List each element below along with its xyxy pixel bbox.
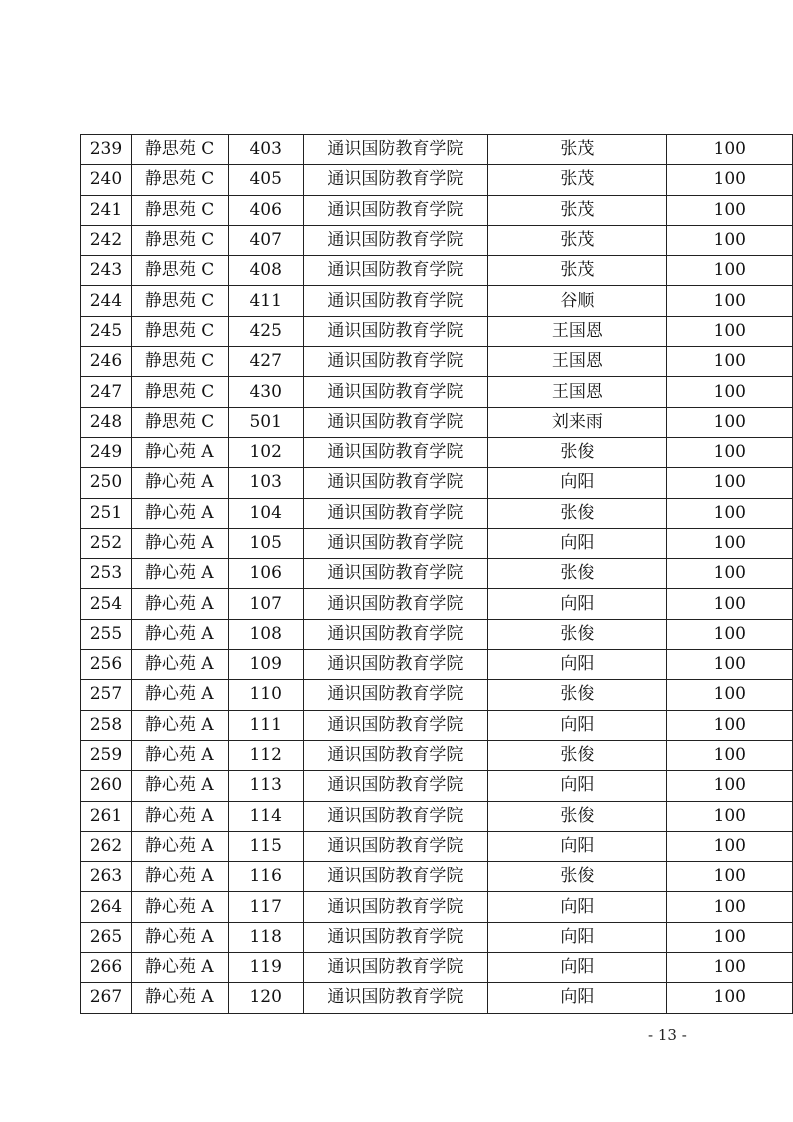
score-cell: 100	[667, 862, 793, 892]
room-number-cell: 411	[228, 286, 303, 316]
score-cell: 100	[667, 831, 793, 861]
row-number-cell: 264	[81, 892, 132, 922]
score-cell: 100	[667, 498, 793, 528]
college-cell: 通识国防教育学院	[303, 316, 488, 346]
table-row	[81, 316, 793, 346]
table-row	[81, 135, 793, 165]
college-cell: 通识国防教育学院	[303, 953, 488, 983]
college-cell: 通识国防教育学院	[303, 377, 488, 407]
page-number: - 13 -	[648, 1026, 687, 1044]
contact-person-cell: 张茂	[488, 225, 667, 255]
table-row	[81, 256, 793, 286]
contact-person-cell: 张俊	[488, 619, 667, 649]
room-number-cell: 110	[228, 680, 303, 710]
table-row	[81, 680, 793, 710]
contact-person-cell: 张茂	[488, 135, 667, 165]
contact-person-cell: 向阳	[488, 468, 667, 498]
row-number-cell: 245	[81, 316, 132, 346]
score-cell: 100	[667, 195, 793, 225]
contact-person-cell: 张俊	[488, 862, 667, 892]
row-number-cell: 267	[81, 983, 132, 1013]
room-number-cell: 105	[228, 528, 303, 558]
college-cell: 通识国防教育学院	[303, 195, 488, 225]
table-row	[81, 498, 793, 528]
score-cell: 100	[667, 286, 793, 316]
row-number-cell: 254	[81, 589, 132, 619]
room-number-cell: 106	[228, 559, 303, 589]
college-cell: 通识国防教育学院	[303, 256, 488, 286]
room-number-cell: 115	[228, 831, 303, 861]
building-cell: 静思苑 C	[131, 195, 228, 225]
table-row	[81, 347, 793, 377]
building-cell: 静思苑 C	[131, 286, 228, 316]
table-row	[81, 892, 793, 922]
college-cell: 通识国防教育学院	[303, 407, 488, 437]
room-number-cell: 111	[228, 710, 303, 740]
building-cell: 静思苑 C	[131, 165, 228, 195]
building-cell: 静心苑 A	[131, 589, 228, 619]
score-cell: 100	[667, 256, 793, 286]
college-cell: 通识国防教育学院	[303, 740, 488, 770]
college-cell: 通识国防教育学院	[303, 437, 488, 467]
score-cell: 100	[667, 953, 793, 983]
building-cell: 静心苑 A	[131, 953, 228, 983]
table-row	[81, 619, 793, 649]
table-row	[81, 559, 793, 589]
room-number-cell: 104	[228, 498, 303, 528]
row-number-cell: 253	[81, 559, 132, 589]
contact-person-cell: 向阳	[488, 983, 667, 1013]
table-row	[81, 983, 793, 1013]
room-number-cell: 405	[228, 165, 303, 195]
room-number-cell: 120	[228, 983, 303, 1013]
building-cell: 静心苑 A	[131, 680, 228, 710]
room-number-cell: 109	[228, 650, 303, 680]
row-number-cell: 266	[81, 953, 132, 983]
table-row	[81, 589, 793, 619]
score-cell: 100	[667, 528, 793, 558]
row-number-cell: 260	[81, 771, 132, 801]
score-cell: 100	[667, 740, 793, 770]
college-cell: 通识国防教育学院	[303, 468, 488, 498]
building-cell: 静思苑 C	[131, 316, 228, 346]
table-row	[81, 862, 793, 892]
row-number-cell: 243	[81, 256, 132, 286]
score-cell: 100	[667, 437, 793, 467]
row-number-cell: 248	[81, 407, 132, 437]
room-number-cell: 107	[228, 589, 303, 619]
table-row	[81, 377, 793, 407]
table-row	[81, 225, 793, 255]
room-number-cell: 113	[228, 771, 303, 801]
building-cell: 静心苑 A	[131, 619, 228, 649]
dormitory-score-table	[80, 134, 793, 1014]
room-number-cell: 407	[228, 225, 303, 255]
row-number-cell: 259	[81, 740, 132, 770]
college-cell: 通识国防教育学院	[303, 589, 488, 619]
building-cell: 静思苑 C	[131, 347, 228, 377]
score-cell: 100	[667, 771, 793, 801]
score-cell: 100	[667, 559, 793, 589]
college-cell: 通识国防教育学院	[303, 862, 488, 892]
building-cell: 静心苑 A	[131, 498, 228, 528]
row-number-cell: 263	[81, 862, 132, 892]
room-number-cell: 114	[228, 801, 303, 831]
building-cell: 静心苑 A	[131, 922, 228, 952]
room-number-cell: 425	[228, 316, 303, 346]
building-cell: 静思苑 C	[131, 407, 228, 437]
room-number-cell: 117	[228, 892, 303, 922]
table-row	[81, 831, 793, 861]
table-row	[81, 740, 793, 770]
college-cell: 通识国防教育学院	[303, 801, 488, 831]
row-number-cell: 262	[81, 831, 132, 861]
score-cell: 100	[667, 892, 793, 922]
building-cell: 静思苑 C	[131, 256, 228, 286]
college-cell: 通识国防教育学院	[303, 771, 488, 801]
contact-person-cell: 向阳	[488, 650, 667, 680]
row-number-cell: 258	[81, 710, 132, 740]
room-number-cell: 427	[228, 347, 303, 377]
college-cell: 通识国防教育学院	[303, 135, 488, 165]
contact-person-cell: 向阳	[488, 771, 667, 801]
contact-person-cell: 张俊	[488, 801, 667, 831]
room-number-cell: 108	[228, 619, 303, 649]
building-cell: 静心苑 A	[131, 862, 228, 892]
room-number-cell: 501	[228, 407, 303, 437]
contact-person-cell: 向阳	[488, 831, 667, 861]
building-cell: 静心苑 A	[131, 710, 228, 740]
table-row	[81, 528, 793, 558]
contact-person-cell: 王国恩	[488, 316, 667, 346]
row-number-cell: 246	[81, 347, 132, 377]
row-number-cell: 242	[81, 225, 132, 255]
score-cell: 100	[667, 407, 793, 437]
score-cell: 100	[667, 316, 793, 346]
building-cell: 静心苑 A	[131, 559, 228, 589]
building-cell: 静心苑 A	[131, 831, 228, 861]
building-cell: 静心苑 A	[131, 740, 228, 770]
row-number-cell: 252	[81, 528, 132, 558]
score-cell: 100	[667, 165, 793, 195]
building-cell: 静心苑 A	[131, 892, 228, 922]
college-cell: 通识国防教育学院	[303, 225, 488, 255]
row-number-cell: 249	[81, 437, 132, 467]
row-number-cell: 255	[81, 619, 132, 649]
college-cell: 通识国防教育学院	[303, 650, 488, 680]
room-number-cell: 118	[228, 922, 303, 952]
row-number-cell: 265	[81, 922, 132, 952]
room-number-cell: 116	[228, 862, 303, 892]
room-number-cell: 112	[228, 740, 303, 770]
contact-person-cell: 向阳	[488, 589, 667, 619]
score-cell: 100	[667, 225, 793, 255]
score-cell: 100	[667, 377, 793, 407]
contact-person-cell: 王国恩	[488, 377, 667, 407]
table-row	[81, 437, 793, 467]
contact-person-cell: 张茂	[488, 256, 667, 286]
row-number-cell: 247	[81, 377, 132, 407]
building-cell: 静心苑 A	[131, 528, 228, 558]
college-cell: 通识国防教育学院	[303, 983, 488, 1013]
score-cell: 100	[667, 135, 793, 165]
row-number-cell: 244	[81, 286, 132, 316]
table-row	[81, 710, 793, 740]
room-number-cell: 102	[228, 437, 303, 467]
table-row	[81, 953, 793, 983]
contact-person-cell: 向阳	[488, 528, 667, 558]
row-number-cell: 256	[81, 650, 132, 680]
contact-person-cell: 向阳	[488, 710, 667, 740]
row-number-cell: 241	[81, 195, 132, 225]
table-row	[81, 650, 793, 680]
contact-person-cell: 张俊	[488, 559, 667, 589]
score-cell: 100	[667, 589, 793, 619]
college-cell: 通识国防教育学院	[303, 710, 488, 740]
contact-person-cell: 张俊	[488, 498, 667, 528]
college-cell: 通识国防教育学院	[303, 528, 488, 558]
row-number-cell: 250	[81, 468, 132, 498]
contact-person-cell: 张俊	[488, 680, 667, 710]
college-cell: 通识国防教育学院	[303, 831, 488, 861]
score-cell: 100	[667, 468, 793, 498]
room-number-cell: 430	[228, 377, 303, 407]
score-cell: 100	[667, 922, 793, 952]
contact-person-cell: 向阳	[488, 922, 667, 952]
row-number-cell: 257	[81, 680, 132, 710]
score-cell: 100	[667, 710, 793, 740]
room-number-cell: 119	[228, 953, 303, 983]
score-cell: 100	[667, 680, 793, 710]
score-cell: 100	[667, 347, 793, 377]
row-number-cell: 251	[81, 498, 132, 528]
row-number-cell: 239	[81, 135, 132, 165]
building-cell: 静心苑 A	[131, 468, 228, 498]
building-cell: 静思苑 C	[131, 377, 228, 407]
table-row	[81, 771, 793, 801]
contact-person-cell: 张茂	[488, 195, 667, 225]
contact-person-cell: 谷顺	[488, 286, 667, 316]
college-cell: 通识国防教育学院	[303, 559, 488, 589]
table-row	[81, 407, 793, 437]
table-body	[81, 135, 793, 1014]
college-cell: 通识国防教育学院	[303, 619, 488, 649]
college-cell: 通识国防教育学院	[303, 165, 488, 195]
college-cell: 通识国防教育学院	[303, 347, 488, 377]
row-number-cell: 261	[81, 801, 132, 831]
college-cell: 通识国防教育学院	[303, 892, 488, 922]
contact-person-cell: 向阳	[488, 892, 667, 922]
table-row	[81, 801, 793, 831]
building-cell: 静思苑 C	[131, 225, 228, 255]
score-cell: 100	[667, 983, 793, 1013]
score-cell: 100	[667, 619, 793, 649]
row-number-cell: 240	[81, 165, 132, 195]
building-cell: 静心苑 A	[131, 771, 228, 801]
contact-person-cell: 张俊	[488, 437, 667, 467]
college-cell: 通识国防教育学院	[303, 922, 488, 952]
table-row	[81, 165, 793, 195]
room-number-cell: 403	[228, 135, 303, 165]
college-cell: 通识国防教育学院	[303, 498, 488, 528]
score-cell: 100	[667, 801, 793, 831]
contact-person-cell: 向阳	[488, 953, 667, 983]
building-cell: 静思苑 C	[131, 135, 228, 165]
table-row	[81, 286, 793, 316]
building-cell: 静心苑 A	[131, 801, 228, 831]
room-number-cell: 103	[228, 468, 303, 498]
score-cell: 100	[667, 650, 793, 680]
college-cell: 通识国防教育学院	[303, 286, 488, 316]
building-cell: 静心苑 A	[131, 983, 228, 1013]
table-row	[81, 922, 793, 952]
building-cell: 静心苑 A	[131, 650, 228, 680]
contact-person-cell: 刘来雨	[488, 407, 667, 437]
contact-person-cell: 张俊	[488, 740, 667, 770]
contact-person-cell: 王国恩	[488, 347, 667, 377]
table-row	[81, 195, 793, 225]
contact-person-cell: 张茂	[488, 165, 667, 195]
college-cell: 通识国防教育学院	[303, 680, 488, 710]
room-number-cell: 408	[228, 256, 303, 286]
room-number-cell: 406	[228, 195, 303, 225]
building-cell: 静心苑 A	[131, 437, 228, 467]
table-row	[81, 468, 793, 498]
